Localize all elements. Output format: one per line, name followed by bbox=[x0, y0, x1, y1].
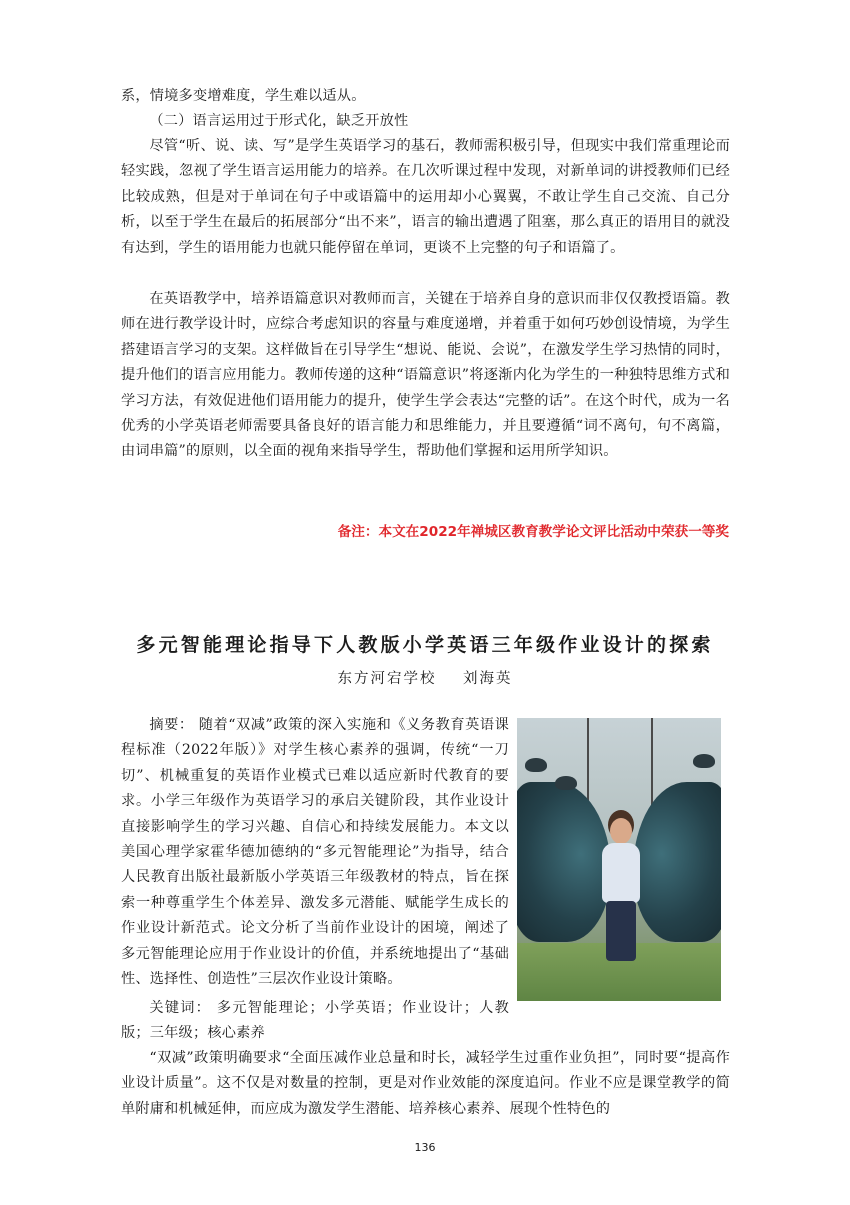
paragraph-continuation: 系，情境多变增难度，学生难以适从。 bbox=[121, 88, 366, 104]
article-abstract: 摘要： 随着“双减”政策的深入实施和《义务教育英语课程标准（2022年版）》对学生核心素养的强调，传统“一刀切”、机械重复的英语作业模式已难以适应新时代教育的要求。小学三年级作为英语学习的承启关键阶段，其作业设计直接影响学生的学习兴趣、自信心和持续发展能力。本文以美国心理学家霍华德加德纳的“多元智能理论”为指导，结合人民教育出版社最新版小学英语三年级教材的特点，旨在探索一种尊重学生个体差异、激发多元潜能、赋能学生成长的作业设计新范式。论文分析了当前作业设计的困境，阐述了多元智能理论应用于作业设计的价值，并系统地提出了“基础性、选择性、创造性”三层次作业设计策略。 bbox=[121, 717, 509, 988]
person-body bbox=[602, 843, 640, 903]
page-number: 136 bbox=[414, 1141, 436, 1154]
person-legs bbox=[606, 901, 636, 961]
paragraph-discourse-awareness: 在英语教学中，培养语篇意识对教师而言，关键在于培养自身的意识而非仅仅教授语篇。教师在进行教学设计时，应综合考虑知识的容量与难度递增，并着重于如何巧妙创设情境，为学生搭建语言学习的支架。这样做旨在引导学生“想说、能说、会说”，在激发学生学习热情的同时，提升他们的语言应用能力。教师传递的这种“语篇意识”将逐渐内化为学生的一种独特思维方式和学习方法，有效促进他们语用能力的提升，使学生学会表达“完整的话”。在这个时代，成为一名优秀的小学英语老师需要具备良好的语言能力和思维能力，并且要遵循“词不离句，句不离篇，由词串篇”的原则，以全面的视角来指导学生，帮助他们掌握和运用所学知识。 bbox=[121, 291, 730, 460]
author-photo bbox=[517, 718, 721, 1001]
person-head bbox=[610, 818, 632, 844]
butterfly-icon bbox=[555, 776, 577, 790]
article-keywords: 关键词： 多元智能理论；小学英语；作业设计；人教版；三年级；核心素养 bbox=[121, 1000, 509, 1042]
butterfly-wing-right bbox=[633, 782, 721, 942]
award-note: 备注：本文在2022年禅城区教育教学论文评比活动中荣获一等奖 bbox=[337, 524, 729, 540]
article-body-paragraph: “双减”政策明确要求“全面压减作业总量和时长，减轻学生过重作业负担”，同时要“提高作业设计质量”。这不仅是对数量的控制，更是对作业效能的深度追问。作业不应是课堂教学的简单附庸和机械延伸，而应成为激发学生潜能、培养核心素养、展现个性特色的 bbox=[121, 1050, 730, 1117]
article-title: 多元智能理论指导下人教版小学英语三年级作业设计的探索 bbox=[136, 634, 714, 656]
paragraph-language-use: 尽管“听、说、读、写”是学生英语学习的基石，教师需积极引导，但现实中我们常重理论而轻实践，忽视了学生语言运用能力的培养。在几次听课过程中发现，对新单词的讲授教师们已经比较成熟，但是对于单词在句子中或语篇中的运用却小心翼翼，不敢让学生自己交流、自己分析，以至于学生在最后的拓展部分“出不来”，语言的输出遭遇了阻塞，那么真正的语用目的就没有达到，学生的语用能力也就只能停留在单词，更谈不上完整的句子和语篇了。 bbox=[121, 138, 730, 256]
butterfly-icon bbox=[693, 754, 715, 768]
butterfly-icon bbox=[525, 758, 547, 772]
section-heading: （二）语言运用过于形式化，缺乏开放性 bbox=[149, 113, 409, 129]
article-byline: 东方河宕学校 刘海英 bbox=[337, 671, 513, 687]
butterfly-wing-left bbox=[517, 782, 611, 942]
